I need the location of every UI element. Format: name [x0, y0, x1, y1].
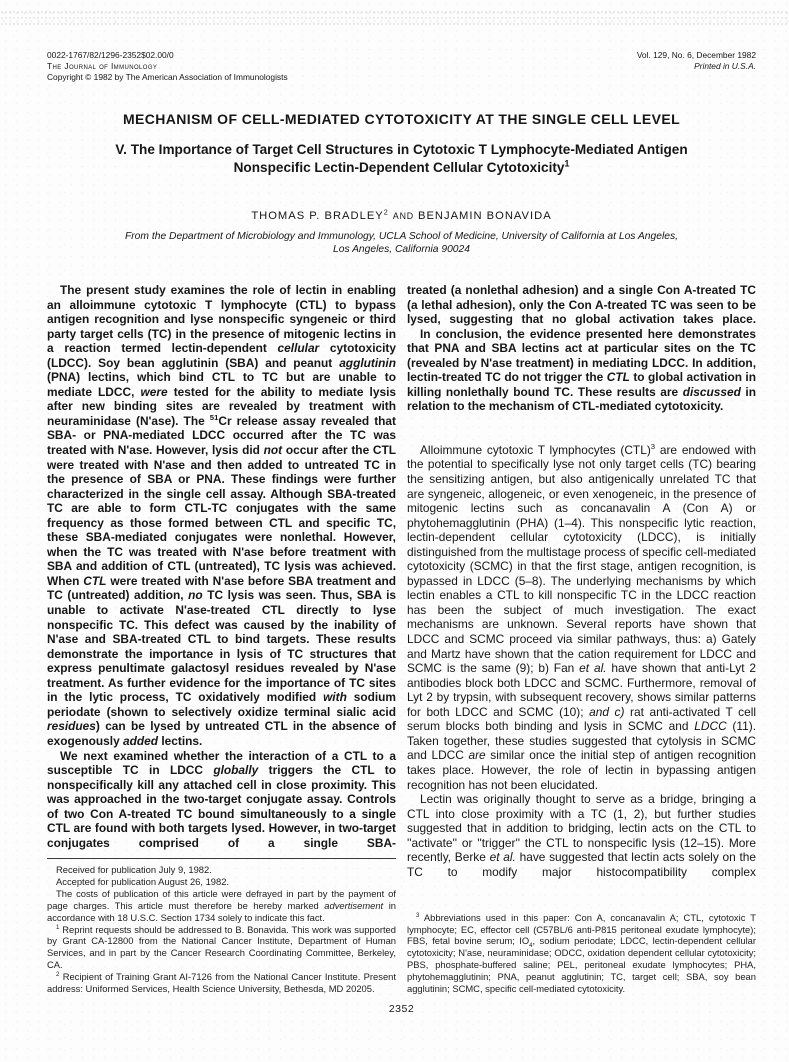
intro-paragraph-1: Alloimmune cytotoxic T lymphocytes (CTL)$^3$ are endowed with the potential to specifically lyse not only target cells (TC) bearing the sensitizing antigen, but also antigenically unrelated TC that are syngeneic, allogeneic, or even xenogeneic, in the presence of mitogenic lectins such as concanavalin A (Con A) or phytohemagglutinin (PHA) (1–4). This nonspecific lytic reaction, lectin-dependent cellular cytotoxicity (LDCC), is initially distinguished from the multistage process of specific cell-mediated cytotoxicity (SCMC) in that the first stage, antigen recognition, is bypassed in LDCC (5–8). The underlying mechanisms by which lectin enables a CTL to kill nonspecific TC in the LDCC reaction has been the subject of much investigation. The exact mechanisms are unknown. Several reports have shown that LDCC and SCMC proceed via similar pathways, thus: a) Gately and Martz have shown that the cation requirement for LDCC and SCMC is the same (9); b) Fan et al. have shown that anti-Lyt 2 antibodies block both LDCC and SCMC. Furthermore, removal of Lyt 2 by trypsin, with subsequent recovery, shows similar patterns for both LDCC and SCMC (10); and c) rat anti-activated T cell serum blocks both binding and lysis in SCMC and LDCC (11). Taken together, these studies suggested that cytolysis in SCMC and LDCC are similar once the initial step of antigen recognition takes place. However, the role of lectin in bypassing antigen recognition has not been elucidated. [407, 441, 756, 792]
affiliation-line-1: From the Department of Microbiology and Immunology, UCLA School of Medicine, University of California at Los Angeles, [124, 231, 679, 242]
masthead-right [637, 50, 756, 72]
intro-paragraph-2: Lectin was originally thought to serve as a bridge, bringing a CTL into close proximity with a TC (1, 2), but further studies suggested that in addition to bridging, lectin acts on the CTL to ''activate'' or ''trigger'' the CTL to nonspecific lysis (12–15). More recently, Berke et al. have suggested that lectin acts solely on the TC to modify major histocompatibility complex [407, 792, 757, 879]
footnote-received: Received for publication July 9, 1982. [56, 864, 212, 876]
volume-line: Vol. 129, No. 6, December 1982 [636, 50, 756, 60]
footnote-abbreviations: $^3$ Abbreviations used in this paper: Con A, concanavalin A; CTL, cytotoxic T lymphocyte; EC, effector cell (C57BL/6 anti-P815 peritoneal exudate lymphocyte); FBS, fetal bovine serum; $IO_4$, sodium periodate; LDCC, lectin-dependent cellular cytotoxicity; N'ase, neuraminidase; ODCC, oxidation dependent cellular cytotoxicity; PBS, phosphate-buffered saline; PEL, peritoneal exudate lymphocytes; PHA, phytohemagglutinin; PNA, peanut agglutinin; TC, target cell; SBA, soy bean agglutinin; SCMC, specific cell-mediated cytotoxicity. [407, 911, 756, 995]
two-column-body [47, 283, 756, 995]
right-column [407, 283, 756, 995]
page-number: 2352 [388, 1003, 415, 1015]
article-title: MECHANISM OF CELL-MEDIATED CYTOTOXICITY AT THE SINGLE CELL LEVEL [122, 111, 681, 127]
footnote-1: $^1$ Reprint requests should be addressed to B. Bonavida. This work was supported by Grant CA-12800 from the National Cancer Institute, Department of Human Services, and in part by the Cancer Research Coordinating Committee, Berkeley, CA. [47, 923, 396, 971]
masthead-left [47, 50, 288, 83]
abstract-paragraph-1: The present study examines the role of lectin in enabling an alloimmune cytotoxic T lymphocyte (CTL) to bypass antigen recognition and lyse nonspecific syngeneic or third party target cells (TC) in the presence of mitogenic lectins in a reaction termed lectin-dependent cellular cytotoxicity (LDCC). Soy bean agglutinin (SBA) and peanut agglutinin (PNA) lectins, which bind CTL to TC but are unable to mediate LDCC, were tested for the ability to mediate lysis after new binding sites are revealed by treatment with neuraminidase (N'ase). The $^{51}$Cr release assay revealed that SBA- or PNA-mediated LDCC occurred after the TC was treated with N'ase. However, lysis did not occur after the CTL were treated with N'ase and then added to untreated TC in the presence of SBA or PNA. These findings were further characterized in the single cell assay. Although SBA-treated TC are able to form CTL-TC conjugates with the same frequency as those formed between CTL and specific TC, these SBA-mediated conjugates were nonlethal. However, when the TC was treated with N'ase before treatment with SBA and addition of CTL (untreated), TC lysis was achieved. When CTL were treated with N'ase before SBA treatment and TC (untreated) addition, no TC lysis was seen. Thus, SBA is unable to activate N'ase-treated CTL directly to lyse nonspecific TC. This defect was caused by the inability of N'ase and SBA-treated CTL to bind targets. These results demonstrate the importance in lysis of TC structures that express penultimate galactosyl residues revealed by N'ase treatment. As further evidence for the importance of TC sites in the lytic process, TC oxidatively modified with sodium periodate (shown to selectively oxidize terminal sialic acid residues) can be lysed by untreated CTL in the absence of exogenously added lectins. [47, 283, 397, 748]
printed-in-line: Printed in U.S.A. [694, 61, 756, 71]
journal-masthead [47, 50, 756, 83]
footnote-2: $^2$ Recipient of Training Grant AI-7126 from the National Cancer Institute. Present address: Uniformed Services, Health Science University, Bethesda, MD 20205. [47, 971, 396, 995]
footnote-accepted: Accepted for publication August 26, 1982. [56, 875, 230, 887]
scan-noise-edge [0, 9, 789, 27]
copyright-line: Copyright © 1982 by The American Association of Immunologists [47, 72, 288, 82]
journal-code-line: 0022-1767/82/1296-2352$02.00/0 [47, 50, 174, 60]
abstract-paragraph-2: We next examined whether the interaction of a CTL to a susceptible TC in LDCC globally triggers the CTL to nonspecifically kill any attached cell in close proximity. This was approached in the two-target conjugate assay. Controls of two Con A-treated TC bound simultaneously to a single CTL are found with both targets lysed. However, in two-target conjugates comprised of a single SBA- [47, 748, 396, 850]
affiliation-line-2: Los Angeles, California 90024 [332, 244, 470, 255]
abstract-continuation: treated (a nonlethal adhesion) and a single Con A-treated TC (a lethal adhesion), only the Con A-treated TC was seen to be lysed, suggesting that no global activation takes place. [407, 283, 756, 327]
affiliation [47, 230, 756, 256]
footnote-rule [47, 858, 396, 859]
journal-name: The Journal of Immunology [47, 61, 158, 71]
article-subtitle: V. The Importance of Target Cell Structures in Cytotoxic T Lymphocyte-Mediated Antigen Nonspecific Lectin-Dependent Cellular Cytotoxicity$^1$ [115, 142, 688, 175]
authors-line: THOMAS P. BRADLEY$^2$ AND BENJAMIN BONAVIDA [251, 207, 552, 222]
footnote-block [47, 858, 396, 995]
left-column [47, 283, 396, 995]
footnote-costs: The costs of publication of this article were defrayed in part by the payment of page charges. This article must therefore be hereby marked advertisement in accordance with 18 U.S.C. Section 1734 solely to indicate this fact. [47, 887, 396, 923]
abstract-conclusion: In conclusion, the evidence presented here demonstrates that PNA and SBA lectins act at particular sites on the TC (revealed by N'ase treatment) in mediating LDCC. In addition, lectin-treated TC do not trigger the CTL to global activation in killing nonlethally bound TC. These results are discussed in relation to the mechanism of CTL-mediated cytotoxicity. [407, 326, 756, 414]
